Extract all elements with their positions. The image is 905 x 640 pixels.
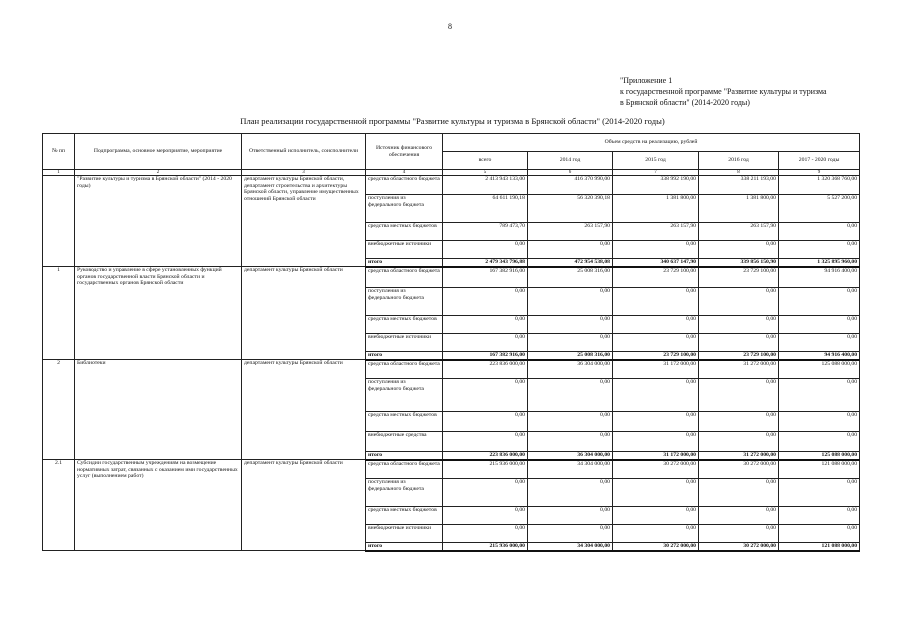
funding-source: средства областного бюджета (366, 460, 443, 479)
amount-2016: 0,00 (699, 288, 779, 316)
amount-2014: 56 320 390,18 (528, 195, 613, 223)
appendix-line-3: в Брянской области" (2014-2020 годы) (620, 98, 750, 107)
table-row (43, 360, 860, 379)
executor-name: департамент культуры Брянской области, департамент строительства и архитектуры Брянской области, управление имущественных отношений Брянской области (242, 176, 366, 267)
row-number: 1 (43, 267, 75, 360)
amount-2017-2020: 125 088 000,00 (779, 452, 860, 460)
appendix-line-2: к государственной программе "Развитие культуры и туризма (620, 87, 827, 96)
amount-2017-2020: 0,00 (779, 412, 860, 432)
funding-source: внебюджетные источники (366, 334, 443, 352)
funding-source: средства местных бюджетов (366, 507, 443, 525)
amount-2016: 30 272 000,00 (699, 460, 779, 479)
amount-2017-2020: 121 088 000,00 (779, 543, 860, 551)
subprogram-name: Библиотеки (75, 360, 242, 460)
row-number: 2 (43, 360, 75, 460)
amount-2016: 31 272 000,00 (699, 360, 779, 379)
amount-total: 0,00 (443, 412, 528, 432)
amount-2015: 30 272 000,00 (613, 460, 699, 479)
amount-total: 167 382 916,00 (443, 352, 528, 360)
table-row (43, 460, 860, 479)
header-2017-2020: 2017 - 2020 годы (779, 152, 860, 170)
amount-2016: 30 272 000,00 (699, 543, 779, 551)
amount-2017-2020: 0,00 (779, 241, 860, 259)
funding-source: итого (366, 259, 443, 267)
amount-total: 789 473,70 (443, 223, 528, 241)
amount-2015: 0,00 (613, 525, 699, 543)
document-title: План реализации государственной программы "Развитие культуры и туризма в Брянской области" (2014-2020 годы) (240, 116, 665, 126)
amount-2014: 0,00 (528, 316, 613, 334)
amount-2015: 263 157,90 (613, 223, 699, 241)
amount-2015: 0,00 (613, 479, 699, 507)
amount-2014: 25 008 316,00 (528, 267, 613, 288)
column-number: 1 (43, 170, 75, 176)
column-number: 9 (779, 170, 860, 176)
row-number (43, 176, 75, 267)
column-number: 8 (699, 170, 779, 176)
header-2014: 2014 год (528, 152, 613, 170)
amount-2017-2020: 121 088 000,00 (779, 460, 860, 479)
amount-2015: 340 637 147,90 (613, 259, 699, 267)
amount-total: 0,00 (443, 334, 528, 352)
column-number: 4 (366, 170, 443, 176)
amount-2017-2020: 1 325 895 960,00 (779, 259, 860, 267)
amount-2016: 263 157,90 (699, 223, 779, 241)
header-total: всего (443, 152, 528, 170)
amount-2017-2020: 0,00 (779, 316, 860, 334)
amount-2017-2020: 0,00 (779, 334, 860, 352)
header-num: № пп (43, 134, 75, 170)
amount-2014: 34 304 000,00 (528, 543, 613, 551)
amount-2017-2020: 94 916 400,00 (779, 352, 860, 360)
amount-2017-2020: 94 916 400,00 (779, 267, 860, 288)
amount-2017-2020: 1 320 368 760,00 (779, 176, 860, 195)
column-number: 6 (528, 170, 613, 176)
amount-2015: 0,00 (613, 432, 699, 452)
amount-2015: 0,00 (613, 334, 699, 352)
appendix-note (620, 75, 880, 108)
amount-2015: 0,00 (613, 288, 699, 316)
header-2015: 2015 год (613, 152, 699, 170)
amount-2017-2020: 0,00 (779, 379, 860, 412)
funding-source: средства областного бюджета (366, 176, 443, 195)
amount-total: 223 836 000,00 (443, 452, 528, 460)
amount-2016: 23 729 100,00 (699, 352, 779, 360)
amount-2016: 31 272 000,00 (699, 452, 779, 460)
amount-2014: 0,00 (528, 432, 613, 452)
amount-total: 167 382 916,00 (443, 267, 528, 288)
funding-source: средства областного бюджета (366, 267, 443, 288)
header-executor: Ответственный исполнитель, соисполнители (242, 134, 366, 170)
amount-2017-2020: 5 527 200,00 (779, 195, 860, 223)
table-body (43, 176, 860, 551)
amount-total: 0,00 (443, 507, 528, 525)
appendix-line-1: "Приложение 1 (620, 76, 673, 85)
amount-2014: 0,00 (528, 379, 613, 412)
amount-2017-2020: 0,00 (779, 288, 860, 316)
amount-2016: 23 729 100,00 (699, 267, 779, 288)
amount-2016: 0,00 (699, 379, 779, 412)
amount-2015: 1 381 800,00 (613, 195, 699, 223)
row-number: 2.1 (43, 460, 75, 551)
amount-total: 2 479 343 796,88 (443, 259, 528, 267)
amount-2014: 36 304 000,00 (528, 360, 613, 379)
column-number: 7 (613, 170, 699, 176)
amount-total: 64 611 190,18 (443, 195, 528, 223)
amount-2016: 0,00 (699, 241, 779, 259)
amount-2016: 339 856 150,90 (699, 259, 779, 267)
amount-2015: 23 729 100,00 (613, 267, 699, 288)
funding-source: внебюджетные средства (366, 432, 443, 452)
header-subprogram: Подпрограмма, основное мероприятие, мероприятие (75, 134, 242, 170)
header-2016: 2016 год (699, 152, 779, 170)
amount-2014: 0,00 (528, 334, 613, 352)
amount-total: 0,00 (443, 432, 528, 452)
amount-2016: 0,00 (699, 432, 779, 452)
table-row (43, 176, 860, 195)
subprogram-name: Субсидии государственным учреждениям на возмещение нормативных затрат, связанных с оказанием ими государственных услуг (выполнением работ) (75, 460, 242, 551)
funding-source: итого (366, 543, 443, 551)
header-source: Источник финансового обеспечения (366, 134, 443, 170)
amount-2017-2020: 0,00 (779, 479, 860, 507)
amount-2014: 263 157,90 (528, 223, 613, 241)
funding-source: поступления из федерального бюджета (366, 288, 443, 316)
amount-2014: 34 304 000,00 (528, 460, 613, 479)
amount-total: 215 936 000,00 (443, 543, 528, 551)
amount-2015: 0,00 (613, 316, 699, 334)
amount-2014: 0,00 (528, 241, 613, 259)
funding-source: средства местных бюджетов (366, 412, 443, 432)
plan-table (42, 133, 860, 552)
amount-2017-2020: 0,00 (779, 432, 860, 452)
subprogram-name: "Развитие культуры и туризма в Брянской области" (2014 - 2020 годы) (75, 176, 242, 267)
executor-name: департамент культуры Брянской области (242, 267, 366, 360)
amount-2014: 0,00 (528, 288, 613, 316)
amount-total: 0,00 (443, 316, 528, 334)
amount-2014: 36 304 000,00 (528, 452, 613, 460)
table-row (43, 267, 860, 288)
amount-2015: 31 172 000,00 (613, 452, 699, 460)
executor-name: департамент культуры Брянской области (242, 360, 366, 460)
amount-2015: 0,00 (613, 241, 699, 259)
amount-2016: 0,00 (699, 507, 779, 525)
amount-total: 0,00 (443, 288, 528, 316)
amount-2014: 0,00 (528, 412, 613, 432)
amount-total: 0,00 (443, 525, 528, 543)
amount-2016: 0,00 (699, 525, 779, 543)
amount-2015: 0,00 (613, 507, 699, 525)
funding-source: внебюджетные источники (366, 525, 443, 543)
funding-source: итого (366, 452, 443, 460)
funding-source: средства областного бюджета (366, 360, 443, 379)
funding-source: средства местных бюджетов (366, 316, 443, 334)
amount-2014: 0,00 (528, 525, 613, 543)
amount-2016: 338 211 193,00 (699, 176, 779, 195)
amount-total: 0,00 (443, 379, 528, 412)
funding-source: поступления из федерального бюджета (366, 479, 443, 507)
page-number: 8 (448, 22, 452, 31)
funding-source: поступления из федерального бюджета (366, 379, 443, 412)
amount-2014: 0,00 (528, 479, 613, 507)
amount-2015: 0,00 (613, 379, 699, 412)
amount-2014: 25 008 316,00 (528, 352, 613, 360)
amount-2016: 0,00 (699, 334, 779, 352)
amount-2015: 0,00 (613, 412, 699, 432)
amount-2017-2020: 0,00 (779, 223, 860, 241)
amount-2017-2020: 0,00 (779, 525, 860, 543)
column-number: 5 (443, 170, 528, 176)
amount-2015: 338 992 190,00 (613, 176, 699, 195)
amount-2017-2020: 125 088 000,00 (779, 360, 860, 379)
amount-total: 223 836 000,00 (443, 360, 528, 379)
subprogram-name: Руководство и управление в сфере установленных функций органов государственной власти Брянской области и государственных органов Брянской области (75, 267, 242, 360)
column-number: 3 (242, 170, 366, 176)
table-header (43, 134, 860, 176)
amount-2016: 0,00 (699, 412, 779, 432)
amount-2016: 1 381 800,00 (699, 195, 779, 223)
funding-source: итого (366, 352, 443, 360)
amount-total: 215 936 000,00 (443, 460, 528, 479)
amount-2015: 30 272 000,00 (613, 543, 699, 551)
amount-2015: 31 172 000,00 (613, 360, 699, 379)
amount-total: 0,00 (443, 241, 528, 259)
amount-total: 2 413 943 133,00 (443, 176, 528, 195)
funding-source: внебюджетные источники (366, 241, 443, 259)
amount-2016: 0,00 (699, 316, 779, 334)
amount-2014: 416 370 990,00 (528, 176, 613, 195)
amount-2017-2020: 0,00 (779, 507, 860, 525)
funding-source: поступления из федерального бюджета (366, 195, 443, 223)
funding-source: средства местных бюджетов (366, 223, 443, 241)
executor-name: департамент культуры Брянской области (242, 460, 366, 551)
column-number: 2 (75, 170, 242, 176)
amount-2015: 23 729 100,00 (613, 352, 699, 360)
amount-2014: 472 954 538,08 (528, 259, 613, 267)
amount-2016: 0,00 (699, 479, 779, 507)
header-volume: Объем средств на реализацию, рублей (443, 134, 860, 152)
amount-2014: 0,00 (528, 507, 613, 525)
amount-total: 0,00 (443, 479, 528, 507)
